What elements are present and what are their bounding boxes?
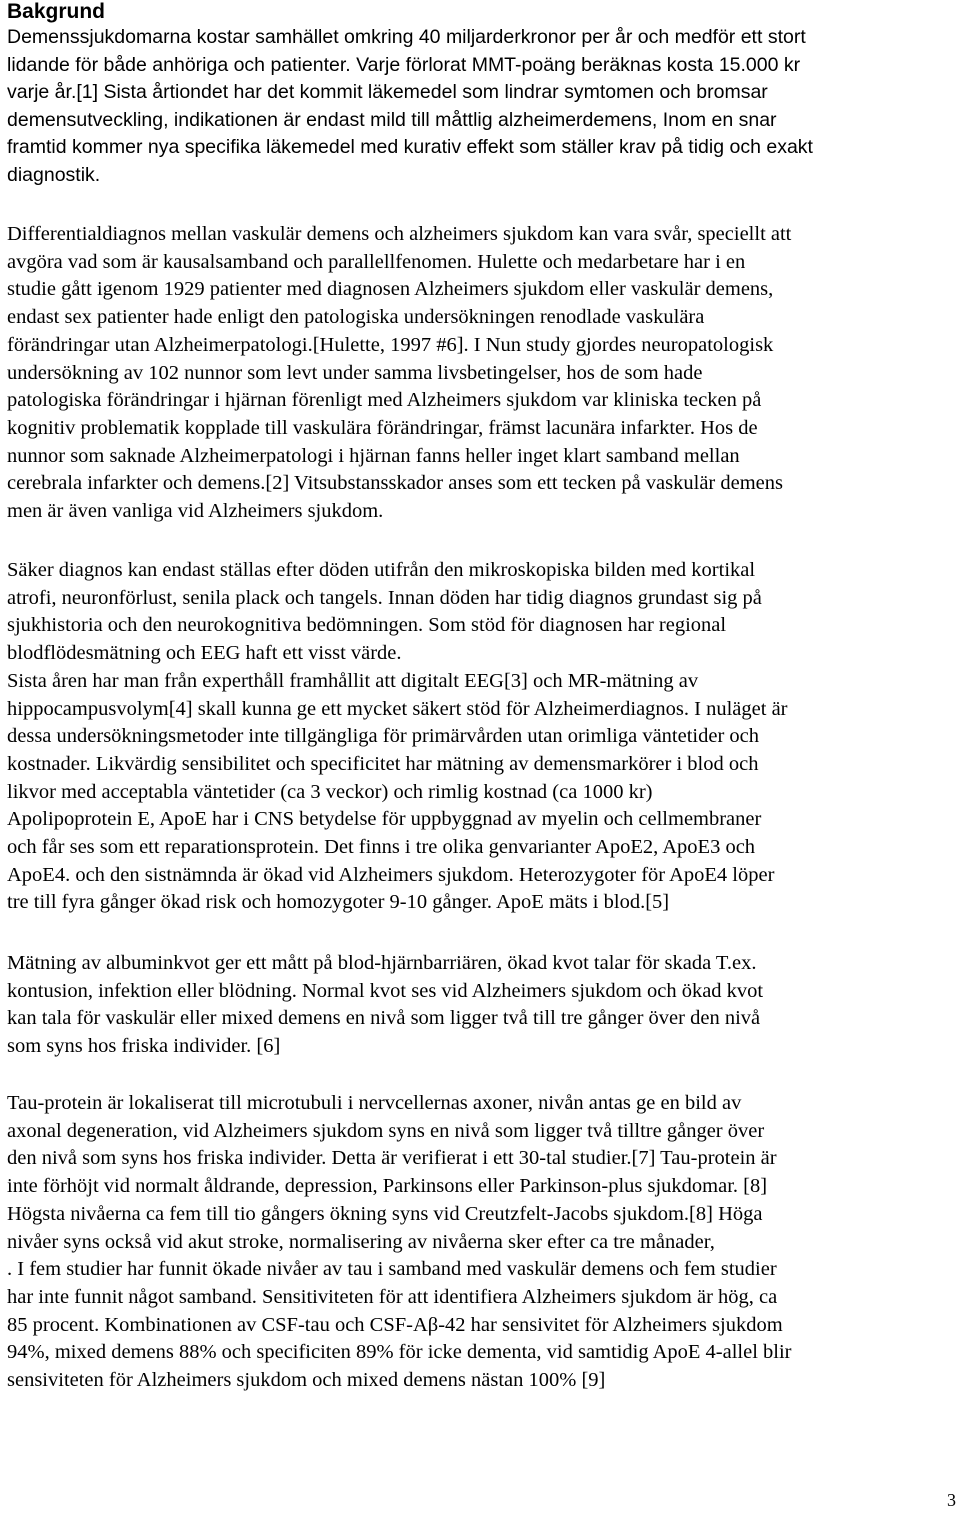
text-line: lidande för både anhöriga och patienter. Varje förlorat MMT-poäng beräknas kosta 15.000 kr: [7, 53, 801, 76]
text-line: demensutveckling, indikationen är endast mild till måttlig alzheimerdemens, Inom en snar: [7, 108, 777, 131]
text-line: cerebrala infarkter och demens.[2] Vitsubstansskador anses som ett tecken på vaskulär demens: [7, 472, 783, 495]
text-line: kognitiv problematik kopplade till vaskulära förändringar, främst lacunära infarkter. Hos de: [7, 416, 758, 439]
section-heading: Bakgrund: [7, 0, 106, 23]
text-line: Differentialdiagnos mellan vaskulär demens och alzheimers sjukdom kan vara svår, speciellt att: [7, 223, 792, 245]
paragraph-tau-protein: [7, 1090, 957, 1395]
page-number: 3: [947, 1490, 956, 1510]
paragraph-differential-diagnosis: [7, 221, 957, 526]
text-line: hippocampusvolym[4] skall kunna ge ett mycket säkert stöd för Alzheimerdiagnos. I nuläget är: [7, 697, 788, 720]
text-line: endast sex patienter hade enligt den patologiska undersökningen renodlade vaskulära: [7, 306, 705, 329]
text-line: Mätning av albuminkvot ger ett mått på blod-hjärnbarriären, ökad kvot talar för skada T.ex.: [7, 952, 757, 974]
text-line: patologiska förändringar i hjärnan förenligt med Alzheimers sjukdom var kliniska tecken på: [7, 389, 762, 412]
text-line: inte förhöjt vid normalt åldrande, depression, Parkinsons eller Parkinson-plus sjukdomar. [8]: [7, 1175, 768, 1198]
text-line: framtid kommer nya specifika läkemedel med kurativ effekt som ställer krav på tidig och exakt: [7, 136, 813, 158]
text-line: likvor med acceptabla väntetider (ca 3 veckor) och rimlig kostnad (ca 1000 kr): [7, 780, 653, 803]
text-line: 94%, mixed demens 88% och specificiten 89% för icke dementa, vid samtidig ApoE 4-allel blir: [7, 1341, 792, 1364]
text-line: avgöra vad som är kausalsamband och parallellfenomen. Hulette och medarbetare har i en: [7, 250, 746, 273]
text-line: kostnader. Likvärdig sensibilitet och specificitet har mätning av demensmarkörer i blod och: [7, 752, 759, 775]
paragraph-albumin-ratio: [7, 950, 957, 1061]
text-line: ApoE4. och den sistnämnda är ökad vid Alzheimers sjukdom. Heterozygoter för ApoE4 löper: [7, 863, 775, 886]
text-line: diagnostik.: [7, 163, 101, 186]
text-line: och får ses som ett reparationsprotein. Det finns i tre olika genvarianter ApoE2, ApoE3 och: [7, 836, 756, 859]
text-line: Högsta nivåerna ca fem till tio gångers ökning syns vid Creutzfelt-Jacobs sjukdom.[8] Höga: [7, 1202, 763, 1225]
text-line: Apolipoprotein E, ApoE har i CNS betydelse för uppbyggnad av myelin och cellmembraner: [7, 808, 762, 831]
text-line: har inte funnit något samband. Sensitiviteten för att identifiera Alzheimers sjukdom är hög, ca: [7, 1285, 778, 1308]
text-line: som syns hos friska individer. [6]: [7, 1035, 281, 1058]
text-line: Demenssjukdomarna kostar samhället omkring 40 miljarderkronor per år och medför ett stort: [7, 26, 806, 48]
text-line: nunnor som saknade Alzheimerpatologi i hjärnan fanns heller inget klart samband mellan: [7, 444, 740, 467]
text-line: undersökning av 102 nunnor som levt under samma livsbetingelser, hos de som hade: [7, 361, 703, 384]
text-line: axonal degeneration, vid Alzheimers sjukdom syns en nivå som ligger två tilltre gånger över: [7, 1119, 765, 1142]
paragraph-diagnosis-methods: [7, 557, 957, 917]
text-line: kontusion, infektion eller blödning. Normal kvot ses vid Alzheimers sjukdom och ökad kvot: [7, 979, 764, 1002]
text-line: . I fem studier har funnit ökade nivåer av tau i samband med vaskulär demens och fem studier: [7, 1258, 777, 1281]
text-line: nivåer syns också vid akut stroke, normalisering av nivåerna sker efter ca tre månader,: [7, 1230, 715, 1253]
text-line: varje år.[1] Sista årtiondet har det kommit läkemedel som lindrar symtomen och bromsar: [7, 81, 768, 103]
text-line: sjukhistoria och den neurokognitiva bedömningen. Som stöd för diagnosen har regional: [7, 614, 727, 637]
text-line: förändringar utan Alzheimerpatologi.[Hulette, 1997 #6]. I Nun study gjordes neuropatologisk: [7, 333, 774, 356]
text-line: tre till fyra gånger ökad risk och homozygoter 9-10 gånger. ApoE mäts i blod.[5]: [7, 891, 670, 914]
text-line: atrofi, neuronförlust, senila plack och tangels. Innan döden har tidig diagnos grundast sig på: [7, 586, 762, 609]
text-line: dessa undersökningsmetoder inte tillgängliga för primärvården utan orimliga väntetider och: [7, 725, 760, 748]
text-line: Sista åren har man från experthåll framhållit att digitalt EEG[3] och MR-mätning av: [7, 669, 699, 692]
text-line: blodflödesmätning och EEG haft ett visst värde.: [7, 642, 402, 665]
paragraph-background: [7, 24, 957, 189]
text-line: den nivå som syns hos friska individer. Detta är verifierat i ett 30-tal studier.[7] Tau-protein är: [7, 1147, 777, 1170]
text-line: 85 procent. Kombinationen av CSF-tau och CSF-Aβ-42 har sensivitet för Alzheimers sjukdom: [7, 1313, 783, 1336]
text-line: Säker diagnos kan endast ställas efter döden utifrån den mikroskopiska bilden med kortikal: [7, 559, 756, 581]
text-line: sensiviteten för Alzheimers sjukdom och mixed demens nästan 100% [9]: [7, 1369, 606, 1392]
text-line: Tau-protein är lokaliserat till microtubuli i nervcellernas axoner, nivån antas ge en bild av: [7, 1092, 742, 1114]
text-line: kan tala för vaskulär eller mixed demens en nivå som ligger två till tre gånger över den nivå: [7, 1007, 761, 1030]
text-line: studie gått igenom 1929 patienter med diagnosen Alzheimers sjukdom eller vaskulär demens,: [7, 278, 774, 301]
text-line: men är även vanliga vid Alzheimers sjukdom.: [7, 500, 384, 523]
